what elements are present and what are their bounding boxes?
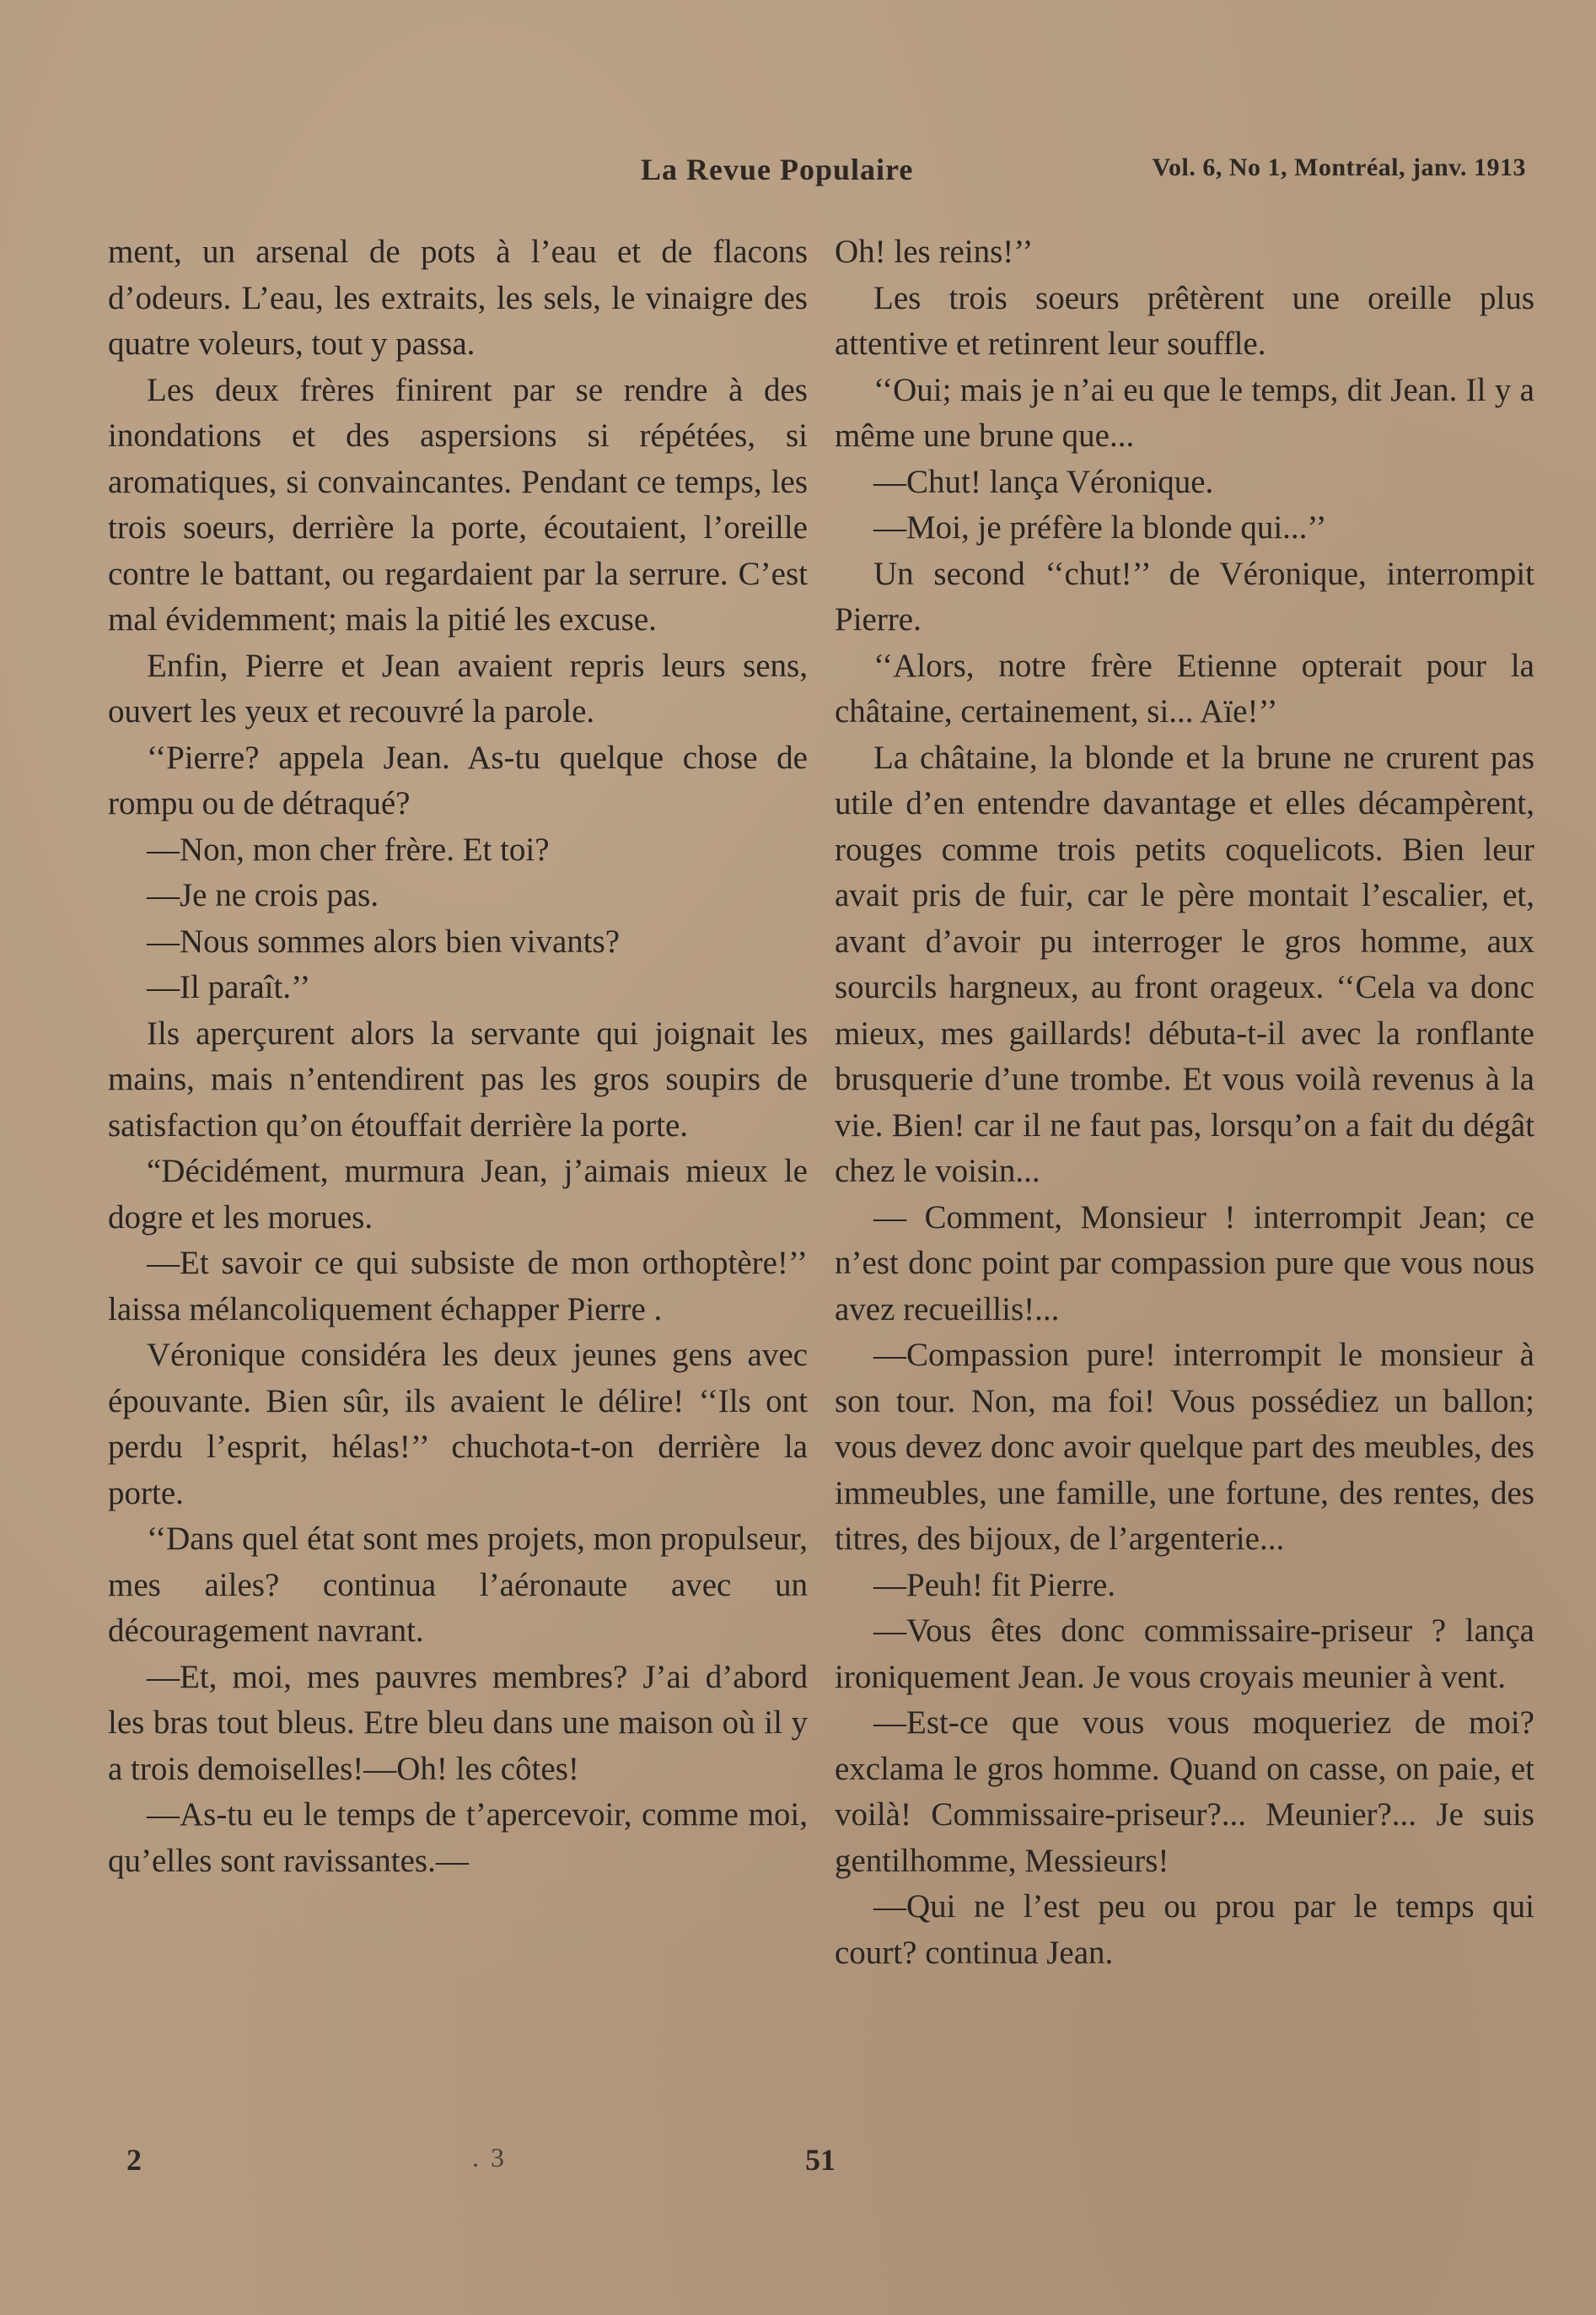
paragraph: —Je ne crois pas. [147,877,379,913]
paragraph: Un second ‘‘chut!’’ de Véronique, interrompit Pierre. [835,555,1534,638]
paragraph: ‘‘Oui; mais je n’ai eu que le temps, dit Jean. Il y a même une brune que... [835,371,1534,454]
right-column [835,229,1534,1976]
paragraph: — Comment, Monsieur ! interrompit Jean; ce n’est donc point par compassion pure que vous nous avez recueillis!... [835,1198,1534,1327]
running-header [641,152,1526,194]
paragraph: ‘‘Dans quel état sont mes projets, mon propulseur, mes ailes? continua l’aéronaute avec un découragement navrant. [108,1521,808,1649]
footer-mark: . 3 [472,2142,507,2172]
paragraph: ‘‘Pierre? appela Jean. As-tu quelque chose de rompu ou de détraqué? [108,739,808,821]
paragraph: —Compassion pure! interrompit le monsieur à son tour. Non, ma foi! Vous possédiez un ballon; vous devez donc avoir quelque part des meubles, des immeubles, une famille, une fortune, des rentes, des titres, des bijoux, de l’argenterie... [835,1337,1534,1557]
paragraph: Ils aperçurent alors la servante qui joignait les mains, mais n’entendirent pas les gros soupirs de satisfaction qu’on étouffait derrière la porte. [108,1015,808,1144]
paragraph: —Et, moi, mes pauvres membres? J’ai d’abord les bras tout bleus. Etre bleu dans une maison où il y a trois demoiselles!—Oh! les côtes! [108,1658,808,1787]
paragraph: —Peuh! fit Pierre. [873,1566,1116,1603]
paragraph: Les trois soeurs prêtèrent une oreille plus attentive et retinrent leur souffle. [835,279,1534,362]
paragraph: —Il paraît.’’ [147,969,311,1005]
left-column [108,229,808,1884]
paragraph: —Non, mon cher frère. Et toi? [147,831,550,868]
journal-title: La Revue Populaire [641,153,914,186]
paragraph: Oh! les reins!’’ [835,234,1034,270]
signature-number: 2 [126,2143,142,2177]
paragraph: —Chut! lança Véronique. [873,463,1214,500]
paragraph: —Qui ne l’est peu ou prou par le temps qui court? continua Jean. [835,1888,1534,1971]
paragraph: —Vous êtes donc commissaire-priseur ? lança ironiquement Jean. Je vous croyais meunier à vent. [835,1612,1534,1695]
issue-info: Vol. 6, No 1, Montréal, janv. 1913 [1152,153,1526,181]
paragraph: Les deux frères finirent par se rendre à des inondations et des aspersions si répétées, si aromatiques, si convaincantes. Pendant ce temps, les trois soeurs, derrière la porte, écoutaient, l’oreille contre le battant, ou regardaient par la serrure. C’est mal évidemment; mais la pitié les excuse. [108,371,808,638]
paragraph: —As-tu eu le temps de t’apercevoir, comme moi, qu’elles sont ravissantes.— [108,1796,808,1879]
paragraph: Enfin, Pierre et Jean avaient repris leurs sens, ouvert les yeux et recouvré la parole. [108,647,808,729]
paragraph: —Moi, je préfère la blonde qui...’’ [873,509,1327,546]
page-number: 51 [805,2143,836,2177]
paragraph: La châtaine, la blonde et la brune ne crurent pas utile d’en entendre davantage et elles décampèrent, rouges comme trois petits coquelicots. Bien leur avait pris de fuir, car le père montait l’escalier, et, avant d’avoir pu interroger le gros homme, aux sourcils hargneux, au front orageux. ‘‘Cela va donc mieux, mes gaillards! débuta-t-il avec la ronflante brusquerie d’une trombe. Et vous voilà revenus à la vie. Bien! car il ne faut pas, lorsqu’on a fait du dégât chez le voisin... [835,739,1534,1189]
paragraph: ‘‘Alors, notre frère Etienne opterait pour la châtaine, certainement, si... Aïe!’’ [835,647,1534,729]
paragraph: —Et savoir ce qui subsiste de mon orthoptère!’’ laissa mélancoliquement échapper Pierre . [108,1245,808,1327]
paragraph: —Nous sommes alors bien vivants? [147,923,621,960]
paragraph: —Est-ce que vous vous moqueriez de moi? exclama le gros homme. Quand on casse, on paie, et voilà! Commissaire-priseur?... Meunier?... Je suis gentilhomme, Messieurs! [835,1704,1534,1879]
paragraph: “Décidément, murmura Jean, j’aimais mieux le dogre et les morues. [108,1153,808,1236]
paragraph: Véronique considéra les deux jeunes gens avec épouvante. Bien sûr, ils avaient le délire! ‘‘Ils ont perdu l’esprit, hélas!’’ chuchota-t-on derrière la porte. [108,1337,808,1511]
paragraph: ment, un arsenal de pots à l’eau et de flacons d’odeurs. L’eau, les extraits, les sels, le vinaigre des quatre voleurs, tout y passa. [108,234,808,362]
